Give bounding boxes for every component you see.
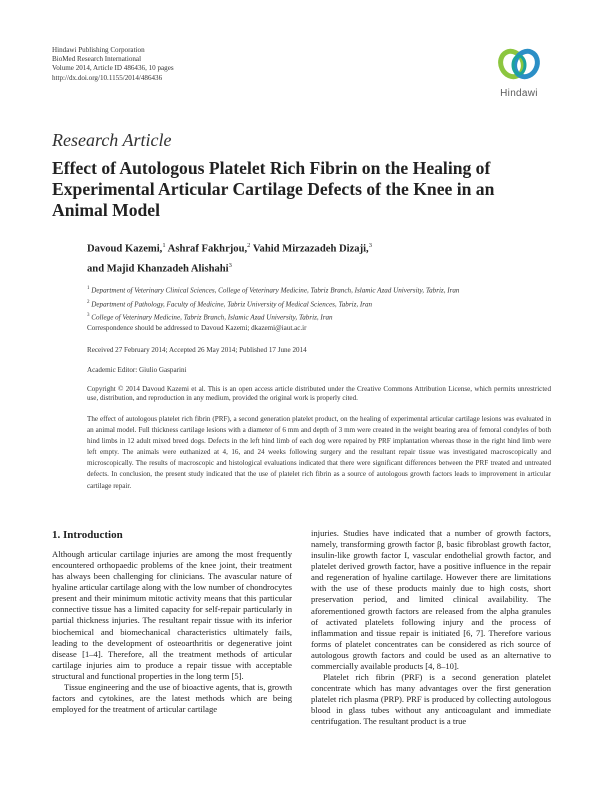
publication-dates: Received 27 February 2014; Accepted 26 May 2014; Published 17 June 2014 bbox=[87, 346, 307, 354]
author-affiliation-mark: 1 bbox=[162, 242, 166, 249]
section-heading: 1. Introduction bbox=[52, 529, 123, 541]
hindawi-logo-icon bbox=[496, 44, 542, 86]
body-paragraph: Tissue engineering and the use of bioactive agents, that is, growth factors and cytokines, are the latest methods which are being employed for the treatment of articular cartilage bbox=[52, 681, 292, 715]
doi-link[interactable]: http://dx.doi.org/10.1155/2014/486436 bbox=[52, 73, 163, 82]
volume-info: Volume 2014, Article ID 486436, 10 pages bbox=[52, 64, 174, 73]
author-name: Davoud Kazemi, bbox=[87, 243, 163, 255]
author-name: Vahid Mirzazadeh Dizaji, bbox=[252, 243, 369, 255]
publisher-name: Hindawi Publishing Corporation bbox=[52, 46, 145, 54]
copyright-notice: Copyright © 2014 Davoud Kazemi et al. This is an open access article distributed under the Creative Commons Attribution License, which permits unrestricted use, distribution, and reproduction in any medium, provided the original work is properly cited. bbox=[87, 385, 551, 403]
affiliation bbox=[87, 297, 547, 311]
affiliation bbox=[87, 283, 547, 297]
body-column-right bbox=[311, 528, 551, 727]
affiliation-text: Department of Veterinary Clinical Sciences, College of Veterinary Medicine, Tabriz Branch, Islamic Azad University, Tabriz, Iran bbox=[91, 286, 460, 295]
body-paragraph: injuries. Studies have indicated that a number of growth factors, namely, transforming growth factor β, basic fibroblast growth factor, insulin-like growth factor I, vascular endothelial growth factor, and platelet derived growth factor, have a positive influence in the repair and regeneration of hyaline cartilage. However there are limitations with the use of these products mainly due to high costs, short preservation period, and limited clinical availability. The aforementioned growth factors are released from the alpha granules of activated platelets following injury and the process of inflammation and tissue repair is initiated [6, 7]. Therefore various forms of platelet concentrates can be considered as rich source of autologous growth factors and could be used as an alternative to commercially available products [4, 8–10]. bbox=[311, 528, 551, 671]
author-name: and Majid Khanzadeh Alishahi bbox=[87, 263, 229, 275]
affiliation-number: 1 bbox=[87, 286, 90, 291]
hindawi-logo bbox=[496, 44, 542, 104]
academic-editor: Academic Editor: Giulio Gasparini bbox=[87, 366, 187, 374]
correspondence-line: Correspondence should be addressed to Davoud Kazemi; dkazemi@iaut.ac.ir bbox=[87, 324, 307, 332]
article-title: Effect of Autologous Platelet Rich Fibrin on the Healing of Experimental Articular Cartilage Defects of the Knee in an Animal Model bbox=[52, 158, 495, 220]
affiliation-text: Department of Pathology, Faculty of Medicine, Tabriz University of Medical Sciences, Tabriz, Iran bbox=[91, 299, 373, 308]
author-list bbox=[87, 238, 527, 277]
hindawi-logo-wordmark: Hindawi bbox=[500, 88, 538, 99]
affiliation bbox=[87, 310, 547, 324]
journal-header bbox=[52, 46, 174, 83]
journal-name: BioMed Research International bbox=[52, 55, 142, 64]
affiliation-text: College of Veterinary Medicine, Tabriz Branch, Islamic Azad University, Tabriz, Iran bbox=[91, 313, 333, 322]
abstract: The effect of autologous platelet rich fibrin (PRF), a second generation platelet product, on the healing of experimental articular cartilage lesions was evaluated in an animal model. Full thickness cartilage lesions with a diameter of 6 mm and depth of 3 mm were created in the weight bearing area of femoral condyles of both hind limbs in 12 adult mixed breed dogs. Defects in the left hind limb of each dog were repaired by PRF implantation whereas those in the right hind limb were left empty. The animals were euthanized at 4, 16, and 24 weeks following surgery and the resultant repair tissue was investigated macroscopically and microscopically. The results of macroscopic and histological evaluations indicated that there were significant differences between the PRF treated and untreated defects. In conclusion, the present study indicated that the use of platelet rich fibrin as a source of autologous growth factors leads to improvement in articular cartilage repair. bbox=[87, 415, 551, 490]
affiliation-number: 3 bbox=[87, 313, 90, 319]
body-paragraph: Platelet rich fibrin (PRF) is a second generation platelet concentrate which has many advantages over the first generation platelet rich plasma (PRP). PRF is produced by collecting autologous blood in glass tubes without any anticoagulant and immediate centrifugation. The resultant product is a true bbox=[311, 672, 551, 727]
body-column-left bbox=[52, 549, 292, 715]
author-affiliation-mark: 2 bbox=[247, 242, 251, 249]
author-name: Ashraf Fakhrjou, bbox=[167, 243, 248, 255]
affiliation-number: 2 bbox=[87, 299, 90, 305]
affiliation-list bbox=[87, 283, 547, 324]
article-type: Research Article bbox=[52, 130, 172, 150]
author-affiliation-mark: 3 bbox=[368, 242, 372, 249]
body-paragraph: Although articular cartilage injuries are among the most frequently encountered orthopaedic problems of the knee joint, their treatment has always been challenging for clinicians. The avascular nature of hyaline articular cartilage along with the low number of chondrocytes present and their minimum mitotic activity means that this particular connective tissue has a limited capacity for self-repair particularly in partial thickness injuries. The resultant repair tissue with its inferior biochemical and biomechanical characteristics ultimately fails, leading to the development of osteoarthritis or degenerative joint disease [1–4]. Therefore, all the treatment methods of articular cartilage injuries aim to produce a repair tissue with acceptable structural and functional properties in the long term [5]. bbox=[52, 549, 292, 681]
author-affiliation-mark: 3 bbox=[228, 261, 232, 269]
